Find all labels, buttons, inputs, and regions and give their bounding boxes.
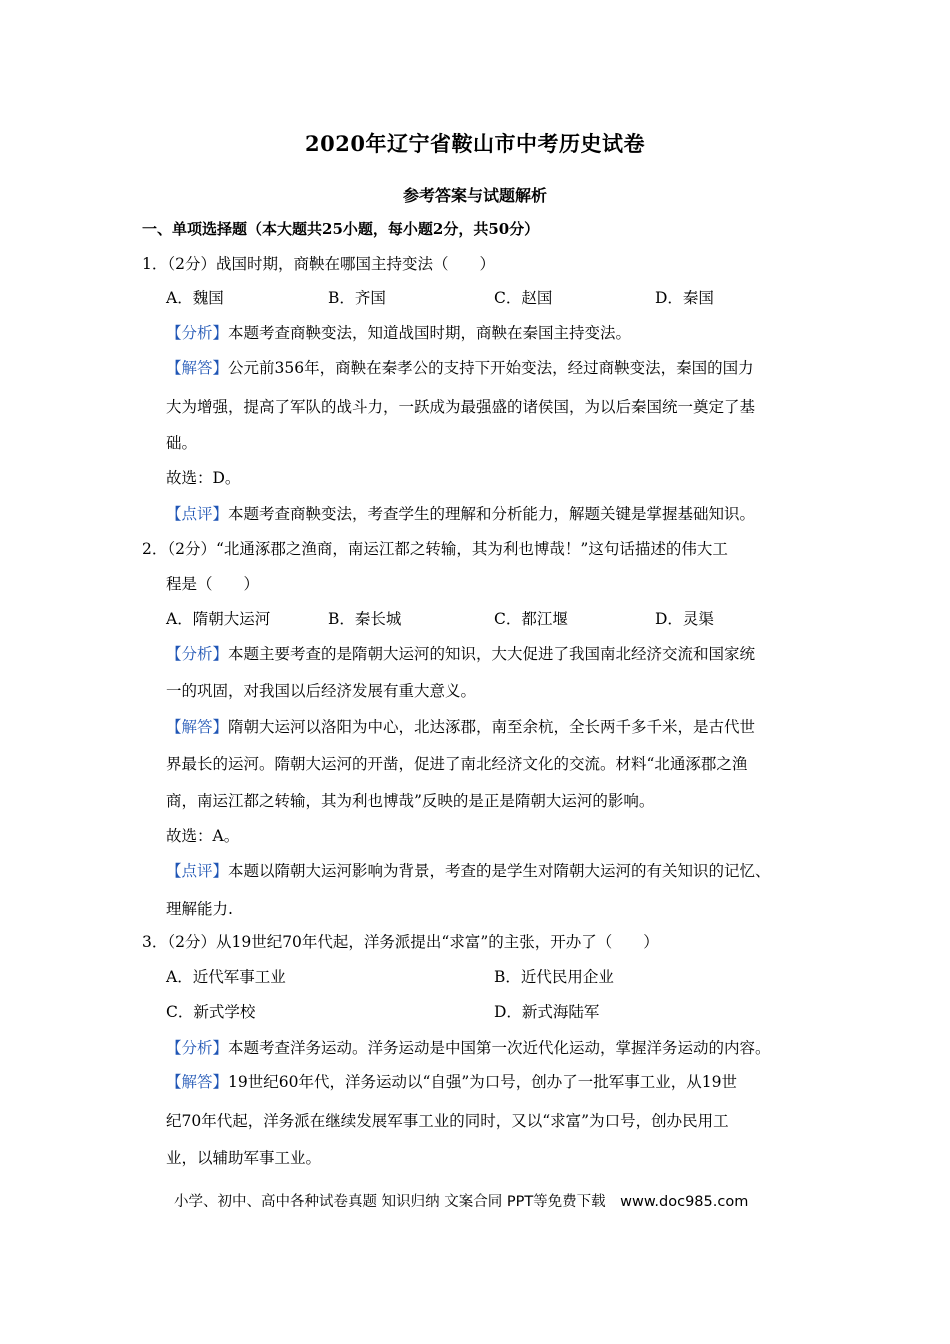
q3-answer-text-1: 19世纪60年代，洋务运动以“自强”为口号，创办了一批军事工业，从19世 <box>228 1073 738 1091</box>
analysis-tag: 【分析】 <box>166 645 229 663</box>
q2-comment-text-1: 本题以隋朝大运河影响为背景，考查的是学生对隋朝大运河的有关知识的记忆、 <box>228 862 771 880</box>
q2-answer-text-1: 隋朝大运河以洛阳为中心，北达涿郡，南至余杭，全长两千多千米，是古代世 <box>228 718 756 736</box>
comment-tag: 【点评】 <box>166 505 229 523</box>
analysis-tag: 【分析】 <box>166 1039 229 1057</box>
q2-stem-line-2: 程是（ ） <box>166 575 260 593</box>
comment-tag: 【点评】 <box>166 862 229 880</box>
q3-option-a: A．近代军事工业 <box>166 968 286 986</box>
q1-option-a: A．魏国 <box>166 289 224 307</box>
q1-answer-line-3: 础。 <box>166 434 198 452</box>
q2-option-a: A．隋朝大运河 <box>166 610 271 628</box>
q1-stem: 1．（2分）战国时期，商鞅在哪国主持变法（ ） <box>142 255 495 273</box>
q2-answer-line-1 <box>166 716 755 738</box>
q2-option-b: B．秦长城 <box>328 610 402 628</box>
q2-option-c: C．都江堰 <box>494 610 568 628</box>
q2-choice: 故选：A。 <box>166 827 240 845</box>
q3-option-d: D．新式海陆军 <box>494 1003 600 1021</box>
page-footer: 小学、初中、高中各种试卷真题 知识归纳 文案合同 PPT等免费下载 www.doc985.com <box>174 1194 749 1210</box>
section-heading: 一、单项选择题（本大题共25小题，每小题2分，共50分） <box>142 220 540 238</box>
q1-analysis <box>166 322 631 344</box>
q2-option-d: D．灵渠 <box>655 610 714 628</box>
q2-analysis-line-2: 一的巩固，对我国以后经济发展有重大意义。 <box>166 682 477 700</box>
q1-answer-text-1: 公元前356年，商鞅在秦孝公的支持下开始变法，经过商鞅变法，秦国的国力 <box>228 359 754 377</box>
q2-comment-line-1 <box>166 860 771 882</box>
q3-analysis-text: 本题考查洋务运动。洋务运动是中国第一次近代化运动，掌握洋务运动的内容。 <box>228 1039 771 1057</box>
q1-option-b: B．齐国 <box>328 289 386 307</box>
q3-answer-line-2: 纪70年代起，洋务派在继续发展军事工业的同时，又以“求富”为口号，创办民用工 <box>166 1112 729 1130</box>
q1-answer-line-2: 大为增强，提高了军队的战斗力，一跃成为最强盛的诸侯国，为以后秦国统一奠定了基 <box>166 398 756 416</box>
q1-comment <box>166 503 755 525</box>
q3-stem: 3．（2分）从19世纪70年代起，洋务派提出“求富”的主张，开办了（ ） <box>142 933 659 951</box>
q1-comment-text: 本题考查商鞅变法，考查学生的理解和分析能力，解题关键是掌握基础知识。 <box>228 505 756 523</box>
q1-option-c: C．赵国 <box>494 289 553 307</box>
q3-answer-line-1 <box>166 1071 737 1093</box>
page-subtitle: 参考答案与试题解析 <box>402 186 547 205</box>
q2-analysis-text-1: 本题主要考查的是隋朝大运河的知识，大大促进了我国南北经济交流和国家统 <box>228 645 756 663</box>
q2-stem-line-1: 2．（2分）“北通涿郡之渔商，南运江都之转输，其为利也博哉！”这句话描述的伟大工 <box>142 540 728 558</box>
page-title: 2020年辽宁省鞍山市中考历史试卷 <box>305 131 645 156</box>
q3-option-b: B．近代民用企业 <box>494 968 614 986</box>
q3-option-c: C．新式学校 <box>166 1003 256 1021</box>
q1-choice: 故选：D。 <box>166 469 241 487</box>
q2-analysis-line-1 <box>166 643 755 665</box>
q1-answer-line-1 <box>166 357 754 379</box>
q1-option-d: D．秦国 <box>655 289 714 307</box>
q2-answer-line-2: 界最长的运河。隋朝大运河的开凿，促进了南北经济文化的交流。材料“北通涿郡之渔 <box>166 755 748 773</box>
answer-tag: 【解答】 <box>166 718 229 736</box>
answer-tag: 【解答】 <box>166 1073 229 1091</box>
analysis-tag: 【分析】 <box>166 324 229 342</box>
q1-analysis-text: 本题考查商鞅变法，知道战国时期，商鞅在秦国主持变法。 <box>228 324 632 342</box>
q2-comment-line-2: 理解能力. <box>166 900 233 918</box>
q3-analysis <box>166 1037 771 1059</box>
answer-tag: 【解答】 <box>166 359 229 377</box>
q3-answer-line-3: 业，以辅助军事工业。 <box>166 1149 322 1167</box>
q2-answer-line-3: 商，南运江都之转输，其为利也博哉”反映的是正是隋朝大运河的影响。 <box>166 792 655 810</box>
